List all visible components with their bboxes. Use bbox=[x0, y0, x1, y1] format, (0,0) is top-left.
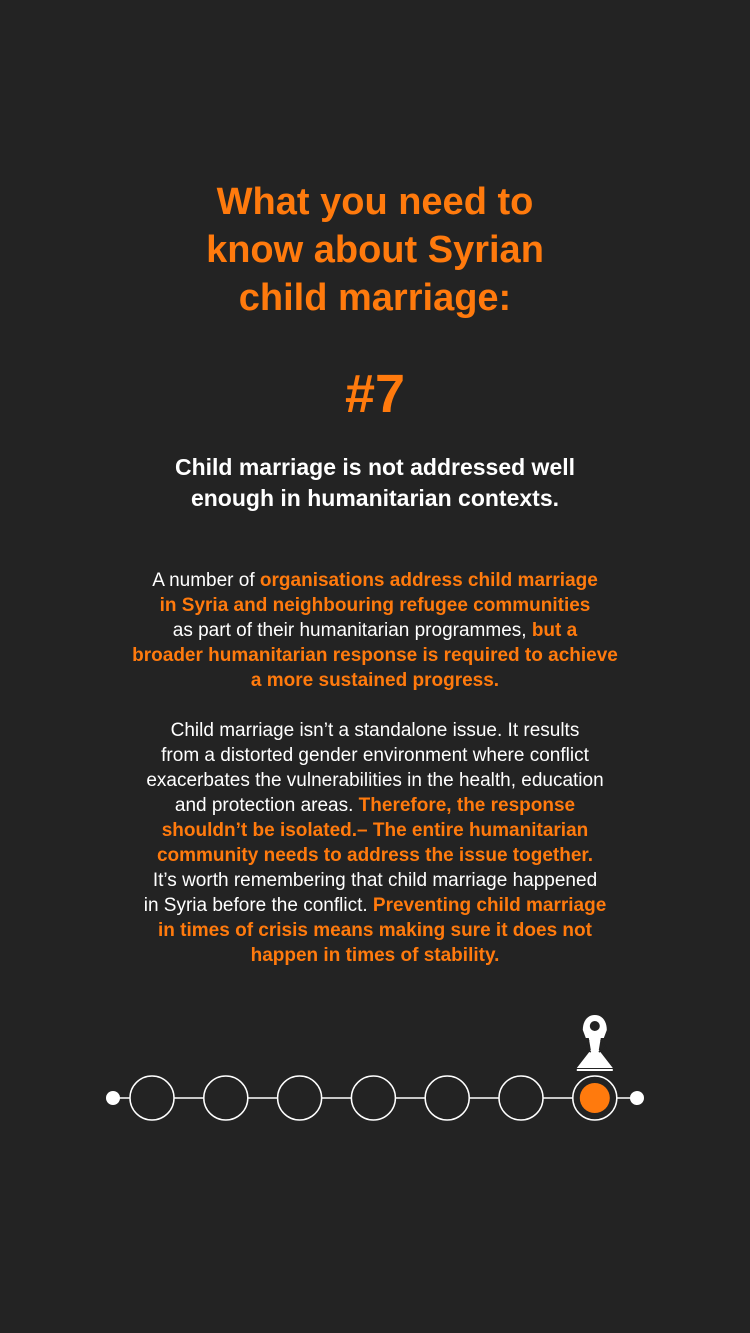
title-line-3: child marriage: bbox=[238, 277, 512, 319]
text-line bbox=[0, 818, 750, 843]
text-line bbox=[0, 843, 750, 868]
highlighted-text: organisations address child marriage bbox=[259, 570, 598, 591]
fact-headline bbox=[0, 452, 750, 514]
title-line-2: know about Syrian bbox=[206, 229, 544, 271]
highlighted-text: but a bbox=[531, 620, 578, 641]
text-line bbox=[0, 893, 750, 918]
highlighted-text: in Syria and neighbouring refugee communities bbox=[159, 595, 591, 616]
highlighted-text: a more sustained progress. bbox=[250, 670, 500, 691]
text-line bbox=[0, 593, 750, 618]
timeline-graphic bbox=[0, 1000, 750, 1140]
timeline-step-5 bbox=[425, 1076, 469, 1120]
progress-timeline bbox=[0, 1000, 750, 1140]
text-line bbox=[0, 618, 750, 643]
timeline-end-dot bbox=[630, 1091, 644, 1105]
body-text: exacerbates the vulnerabilities in the health, education bbox=[146, 770, 604, 791]
text-line bbox=[0, 718, 750, 743]
highlighted-text: community needs to address the issue together. bbox=[156, 845, 594, 866]
text-line bbox=[0, 793, 750, 818]
timeline-step-2 bbox=[204, 1076, 248, 1120]
text-line bbox=[0, 568, 750, 593]
timeline-step-1 bbox=[130, 1076, 174, 1120]
body-text: and protection areas. bbox=[174, 795, 359, 816]
highlighted-text: broader humanitarian response is required to achieve bbox=[132, 645, 618, 666]
headline-line-1: Child marriage is not addressed well bbox=[174, 454, 576, 480]
body-text: from a distorted gender environment where conflict bbox=[161, 745, 589, 766]
page-title bbox=[0, 178, 750, 322]
text-line bbox=[0, 918, 750, 943]
text-line bbox=[0, 743, 750, 768]
title-line-1: What you need to bbox=[216, 181, 534, 223]
timeline-step-6 bbox=[499, 1076, 543, 1120]
timeline-step-4 bbox=[351, 1076, 395, 1120]
body-text: It’s worth remembering that child marriage happened bbox=[152, 870, 598, 891]
highlighted-text: Preventing child marriage bbox=[372, 895, 607, 916]
text-line bbox=[0, 643, 750, 668]
body-text: as part of their humanitarian programmes, bbox=[172, 620, 532, 641]
body-text: Child marriage isn’t a standalone issue. It results bbox=[170, 720, 580, 741]
body-paragraph-1 bbox=[0, 568, 750, 693]
highlighted-text: Therefore, the response bbox=[358, 795, 576, 816]
highlighted-text: shouldn’t be isolated.– The entire humanitarian bbox=[161, 820, 589, 841]
bride-figure-icon bbox=[577, 1015, 613, 1070]
headline-line-2: enough in humanitarian contexts. bbox=[190, 485, 560, 511]
highlighted-text: happen in times of stability. bbox=[250, 945, 500, 966]
text-line bbox=[0, 868, 750, 893]
highlighted-text: in times of crisis means making sure it does not bbox=[158, 920, 592, 941]
timeline-active-fill bbox=[580, 1083, 610, 1113]
text-line bbox=[0, 768, 750, 793]
fact-number: #7 bbox=[344, 364, 406, 424]
text-line bbox=[0, 943, 750, 968]
body-text: A number of bbox=[152, 570, 260, 591]
timeline-start-dot bbox=[106, 1091, 120, 1105]
timeline-step-3 bbox=[278, 1076, 322, 1120]
body-paragraph-2 bbox=[0, 718, 750, 968]
body-text: in Syria before the conflict. bbox=[143, 895, 373, 916]
text-line bbox=[0, 668, 750, 693]
